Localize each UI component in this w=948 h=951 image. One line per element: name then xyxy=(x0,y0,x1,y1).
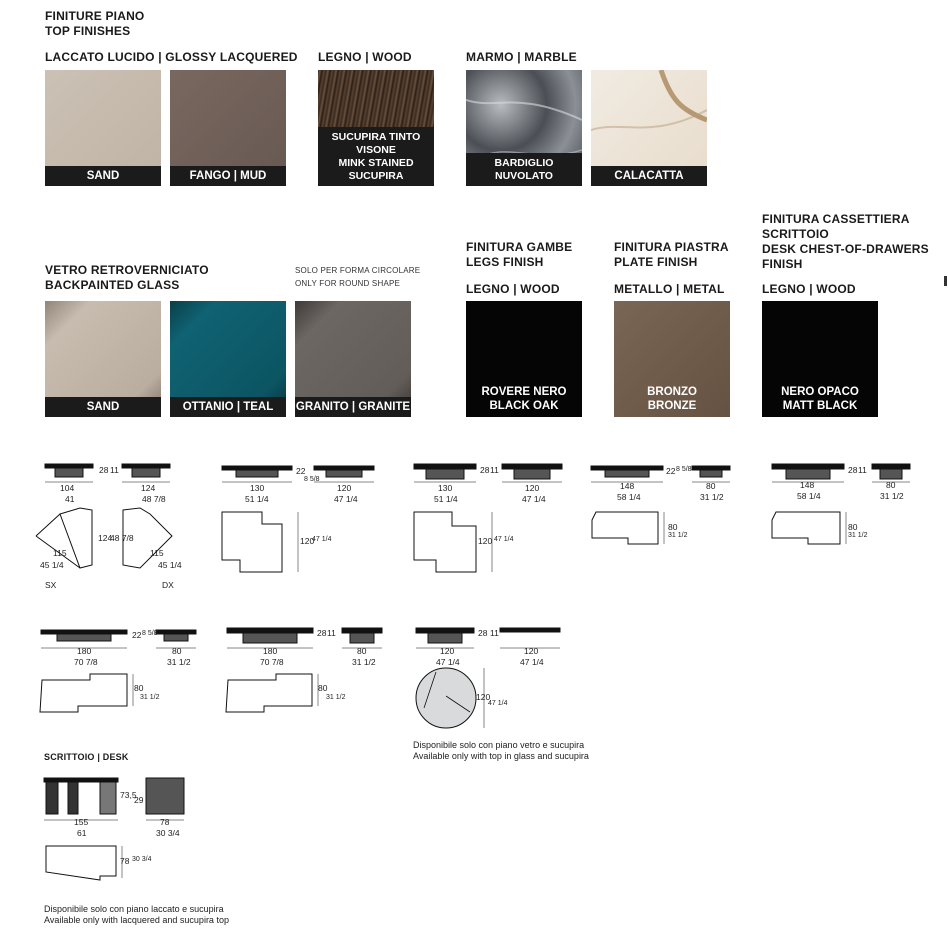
dim-t8-h: 28 xyxy=(478,628,488,638)
dim-desk-depth: 78 xyxy=(120,856,130,866)
dim-t5-w-in: 58 1/4 xyxy=(797,491,821,501)
dim-desk-depth-in: 30 3/4 xyxy=(132,856,152,863)
dim-t6-side: 80 xyxy=(172,646,182,656)
swatch-label: CALACATTA xyxy=(591,166,707,186)
section-title: FINITURE PIANO TOP FINISHES xyxy=(45,9,145,38)
dim-t1-diag: 115 xyxy=(53,548,67,558)
swatch-nero-opaco[interactable] xyxy=(762,301,878,417)
round-only-note: SOLO PER FORMA CIRCOLARE ONLY FOR ROUND SHAPE xyxy=(295,266,421,288)
swatch-bardiglio[interactable] xyxy=(466,70,582,186)
swatch-label: BARDIGLIO NUVOLATO xyxy=(466,153,582,186)
dim-t2-w: 130 xyxy=(250,483,265,493)
drawing-t3 xyxy=(414,464,562,572)
dim-t8-depth: 120 xyxy=(476,692,491,702)
dim-desk-h-in: 29 xyxy=(134,795,144,805)
dim-t1-w-in: 41 xyxy=(65,494,75,504)
dim-t2-h-in: 8 5/8 xyxy=(304,476,320,483)
swatch-rovere-nero[interactable] xyxy=(466,301,582,417)
swatch-label: OTTANIO | TEAL xyxy=(170,397,286,417)
swatch-label: FANGO | MUD xyxy=(170,166,286,186)
swatch-glass-sand[interactable] xyxy=(45,301,161,417)
chest-finish-title: FINITURA CASSETTIERA SCRITTOIO DESK CHEST-OF-DRAWERS FINISH xyxy=(762,212,929,271)
dim-t1-side: 124 xyxy=(141,483,156,493)
dim-t1-depth-in: 48 7/8 xyxy=(110,533,134,543)
dim-t4-depth: 80 xyxy=(668,522,678,532)
dim-t5-depth-in: 31 1/2 xyxy=(848,532,868,539)
dim-t1-w: 104 xyxy=(60,483,75,493)
dim-t5-h: 28 xyxy=(848,465,858,475)
swatch-label: SUCUPIRA TINTO VISONE MINK STAINED SUCUPIRA xyxy=(318,127,434,186)
desk-availability-note: Disponibile solo con piano laccato e sucupira Available only with lacquered and sucupira top xyxy=(44,904,229,925)
drawing-t8 xyxy=(416,628,560,728)
dim-t3-w-in: 51 1/4 xyxy=(434,494,458,504)
plate-finish-title: FINITURA PIASTRA PLATE FINISH xyxy=(614,240,729,269)
dim-t3-depth-in: 47 1/4 xyxy=(494,536,514,543)
drawing-t2 xyxy=(222,466,374,572)
dim-desk-w: 155 xyxy=(74,817,89,827)
dim-t6-side-in: 31 1/2 xyxy=(167,657,191,667)
swatch-label: ROVERE NERO BLACK OAK xyxy=(481,386,567,412)
dim-t2-w-in: 51 1/4 xyxy=(245,494,269,504)
dim-t8-side: 120 xyxy=(524,646,539,656)
dim-t1-side-in: 48 7/8 xyxy=(142,494,166,504)
dim-t7-depth: 80 xyxy=(318,683,328,693)
label-dx: DX xyxy=(162,580,174,590)
dim-t8-w: 120 xyxy=(440,646,455,656)
dim-t3-h-in: 11 xyxy=(490,465,499,475)
swatch-bronzo[interactable] xyxy=(614,301,730,417)
dim-t7-h-in: 11 xyxy=(327,628,336,638)
dim-t2-depth-in: 47 1/4 xyxy=(312,536,332,543)
swatch-label: SAND xyxy=(45,397,161,417)
swatch-fango-mud[interactable] xyxy=(170,70,286,186)
dim-t2-side: 120 xyxy=(337,483,352,493)
dim-t8-w-in: 47 1/4 xyxy=(436,657,460,667)
dim-t2-side-in: 47 1/4 xyxy=(334,494,358,504)
dim-t7-w-in: 70 7/8 xyxy=(260,657,284,667)
plate-material: METALLO | METAL xyxy=(614,282,725,296)
dim-t4-w: 148 xyxy=(620,481,635,491)
desk-title: SCRITTOIO | DESK xyxy=(44,752,129,762)
dim-t4-h: 22 xyxy=(666,466,676,476)
dim-t6-w-in: 70 7/8 xyxy=(74,657,98,667)
dim-t1-h: 28 xyxy=(99,465,109,475)
legs-material: LEGNO | WOOD xyxy=(466,282,560,296)
dim-t5-side-in: 31 1/2 xyxy=(880,491,904,501)
swatch-sucupira[interactable] xyxy=(318,70,434,186)
dim-t8-side-in: 47 1/4 xyxy=(520,657,544,667)
drawing-t5 xyxy=(772,464,910,544)
dim-t3-w: 130 xyxy=(438,483,453,493)
dim-t7-side-in: 31 1/2 xyxy=(352,657,376,667)
dim-desk-h: 73,5 xyxy=(120,790,137,800)
dim-t6-depth-in: 31 1/2 xyxy=(140,694,160,701)
dim-t4-h-in: 8 5/8 xyxy=(676,466,692,473)
dim-t4-side-in: 31 1/2 xyxy=(700,492,724,502)
dim-t6-w: 180 xyxy=(77,646,92,656)
label-sx: SX xyxy=(45,580,57,590)
swatch-label: GRANITO | GRANITE xyxy=(295,397,411,417)
dim-t1-diag-in-dx: 45 1/4 xyxy=(158,560,182,570)
dim-t3-depth: 120 xyxy=(478,536,493,546)
dim-t7-depth-in: 31 1/2 xyxy=(326,694,346,701)
swatch-label: BRONZO BRONZE xyxy=(647,386,697,412)
dim-t3-side: 120 xyxy=(525,483,540,493)
dim-t4-depth-in: 31 1/2 xyxy=(668,532,688,539)
dim-t4-w-in: 58 1/4 xyxy=(617,492,641,502)
dim-t8-depth-in: 47 1/4 xyxy=(488,700,508,707)
dim-t5-w: 148 xyxy=(800,480,815,490)
swatch-label: SAND xyxy=(45,166,161,186)
group-laccato-title: LACCATO LUCIDO | GLOSSY LACQUERED xyxy=(45,50,298,64)
dim-t2-depth: 120 xyxy=(300,536,315,546)
dim-t8-h-in: 11 xyxy=(490,628,499,638)
dim-t1-diag-in: 45 1/4 xyxy=(40,560,64,570)
swatch-sand-lacquered[interactable] xyxy=(45,70,161,186)
dim-t1-h-in: 11 xyxy=(110,465,119,475)
dim-desk-side-in: 30 3/4 xyxy=(156,828,180,838)
swatch-calacatta[interactable] xyxy=(591,70,707,186)
dim-t7-h: 28 xyxy=(317,628,327,638)
dim-t1-diag-dx: 115 xyxy=(150,548,164,558)
dim-desk-w-in: 61 xyxy=(77,828,87,838)
dim-t6-h-in: 8 5/8 xyxy=(142,630,158,637)
dim-t7-side: 80 xyxy=(357,646,367,656)
legs-finish-title: FINITURA GAMBE LEGS FINISH xyxy=(466,240,573,269)
dim-t5-h-in: 11 xyxy=(858,465,867,475)
dim-t6-h: 22 xyxy=(132,630,142,640)
group-vetro-title: VETRO RETROVERNICIATO BACKPAINTED GLASS xyxy=(45,263,209,292)
drawing-t7 xyxy=(226,628,382,712)
dim-t3-h: 28 xyxy=(480,465,490,475)
dim-t5-side: 80 xyxy=(886,480,896,490)
swatch-label: NERO OPACO MATT BLACK xyxy=(781,386,859,412)
dim-t1-depth: 124 xyxy=(98,533,113,543)
dim-t5-depth: 80 xyxy=(848,522,858,532)
dim-t4-side: 80 xyxy=(706,481,716,491)
swatch-teal[interactable] xyxy=(170,301,286,417)
dim-t2-h: 22 xyxy=(296,466,306,476)
drawing-t6 xyxy=(40,630,196,712)
drawing-t4 xyxy=(591,466,730,544)
dim-t3-side-in: 47 1/4 xyxy=(522,494,546,504)
group-marmo-title: MARMO | MARBLE xyxy=(466,50,577,64)
dim-t7-w: 180 xyxy=(263,646,278,656)
chest-material: LEGNO | WOOD xyxy=(762,282,856,296)
group-legno-title: LEGNO | WOOD xyxy=(318,50,412,64)
dim-desk-side: 78 xyxy=(160,817,170,827)
swatch-granito[interactable] xyxy=(295,301,411,417)
t8-availability-note: Disponibile solo con piano vetro e sucupira Available only with top in glass and sucupira xyxy=(413,740,589,761)
dim-t6-depth: 80 xyxy=(134,683,144,693)
page-marker xyxy=(944,276,947,286)
